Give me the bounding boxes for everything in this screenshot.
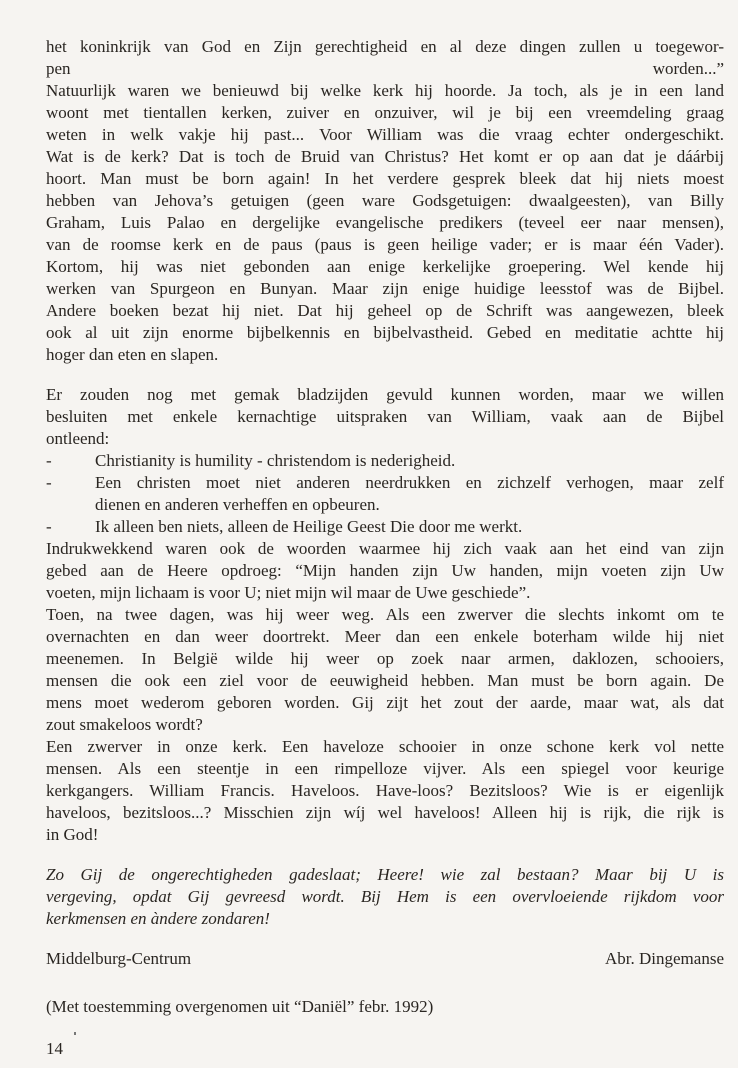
signature-author: Abr. Dingemanse	[605, 949, 724, 968]
text-line: Graham, Luis Palao en dergelijke evangelische predikers (teveel eer naar mensen),	[46, 213, 724, 232]
text-line: zout smakeloos wordt?	[46, 715, 203, 734]
text-line: Indrukwekkend waren ook de woorden waarmee hij zich vaak aan het eind van zijn	[46, 539, 724, 558]
text-line: Kortom, hij was niet gebonden aan enige kerkelijke groepering. Wel kende hij	[46, 257, 724, 276]
page-number: 14	[46, 1039, 63, 1058]
text-line: mensen. Als een steentje in een rimpelloze vijver. Als een spiegel voor keurige	[46, 759, 724, 778]
signature-line	[46, 948, 724, 970]
signature-place: Middelburg-Centrum	[46, 949, 192, 968]
text-line: hoger dan eten en slapen.	[46, 345, 219, 364]
text-line: dienen en anderen verheffen en opbeuren.	[95, 495, 380, 514]
text-line: weten in welk vakje hij past... Voor William was die vraag echter ondergeschikt.	[46, 125, 724, 144]
page-number-wrap	[46, 1038, 724, 1060]
text-line: kerkmensen en àndere zondaren!	[46, 909, 270, 928]
quote-list-item	[46, 450, 724, 472]
text-line: van de roomse kerk en de paus (paus is geen heilige vader; er is maar één Vader).	[46, 235, 724, 254]
text-line: Wat is de kerk? Dat is toch de Bruid van Christus? Het komt er op aan dat je dáárbij	[46, 147, 724, 166]
text-line: mens moet wederom geboren worden. Gij zijt het zout der aarde, maar wat, als dat	[46, 693, 724, 712]
text-line: voeten, mijn lichaam is voor U; niet mijn wil maar de Uwe geschiede”.	[46, 583, 531, 602]
text-line: Ik alleen ben niets, alleen de Heilige Geest Die door me werkt.	[95, 517, 523, 536]
text-line: woont met tientallen kerken, zuiver en onzuiver, wil je bij een vreemdeling graag	[46, 103, 724, 122]
bullet-dash: -	[46, 451, 52, 470]
text-line: Een christen moet niet anderen neerdrukken en zichzelf verhogen, maar zelf	[95, 473, 724, 492]
text-line: haveloos, bezitsloos...? Misschien zijn wíj wel haveloos! Alleen hij is rijk, die rijk is	[46, 803, 724, 822]
paragraph-1	[46, 36, 724, 366]
text-line: werken van Spurgeon en Bunyan. Maar zijn enige huidige leesstof was de Bijbel.	[46, 279, 724, 298]
text-line: hebben van Jehova’s getuigen (geen ware Godsgetuigen: dwaalgeesten), van Billy	[46, 191, 724, 210]
bullet-dash: -	[46, 517, 52, 536]
quote-list-item	[46, 516, 724, 538]
source-note: (Met toestemming overgenomen uit “Daniël” febr. 1992)	[46, 997, 434, 1016]
italic-closing-paragraph	[46, 864, 724, 930]
text-line: ook al uit zijn enorme bijbelkennis en bijbelvastheid. Gebed en meditatie achtte hij	[46, 323, 724, 342]
text-line: Een zwerver in onze kerk. Een haveloze schooier in onze schone kerk vol nette	[46, 737, 724, 756]
text-line: ontleend:	[46, 429, 110, 448]
text-line: Toen, na twee dagen, was hij weer weg. Als een zwerver die slechts inkomt om te	[46, 605, 724, 624]
text-line: Christianity is humility - christendom is nederigheid.	[95, 451, 456, 470]
text-line: meenemen. In België wilde hij weer op zoek naar armen, daklozen, schooiers,	[46, 649, 724, 668]
text-line: kerkgangers. William Francis. Haveloos. Have-loos? Bezitsloos? Wie is er eigenlijk	[46, 781, 724, 800]
text-line: Andere boeken bezat hij niet. Dat hij geheel op de Schrift was aangewezen, bleek	[46, 301, 724, 320]
quote-list	[46, 450, 724, 538]
paragraph-5	[46, 736, 724, 846]
quote-list-item	[46, 472, 724, 516]
text-line: gebed aan de Heere opdroeg: “Mijn handen zijn Uw handen, mijn voeten zijn Uw	[46, 561, 724, 580]
text-line: in God!	[46, 825, 99, 844]
bullet-dash: -	[46, 473, 52, 492]
text-line: mensen die ook een ziel voor de eeuwigheid hebben. Man must be born again. De	[46, 671, 724, 690]
paragraph-3	[46, 538, 724, 604]
text-line: hoort. Man must be born again! In het verdere gesprek bleek dat hij niets moest	[46, 169, 724, 188]
paragraph-4	[46, 604, 724, 736]
paragraph-2-intro	[46, 384, 724, 450]
text-line: besluiten met enkele kernachtige uitspraken van William, vaak aan de Bijbel	[46, 407, 724, 426]
text-line: Er zouden nog met gemak bladzijden gevuld kunnen worden, maar we willen	[46, 385, 724, 404]
text-line: het koninkrijk van God en Zijn gerechtigheid en al deze dingen zullen u toegewor-	[46, 37, 724, 56]
text-line: pen worden...”	[46, 59, 724, 78]
text-line: vergeving, opdat Gij gevreesd wordt. Bij Hem is een overvloeiende rijkdom voor	[46, 887, 724, 906]
text-line: Zo Gij de ongerechtigheden gadeslaat; Heere! wie zal bestaan? Maar bij U is	[46, 865, 724, 884]
text-line: overnachten en dan weer doortrekt. Meer dan een enkele boterham wilde hij niet	[46, 627, 724, 646]
print-speck	[74, 1032, 76, 1035]
text-line: Natuurlijk waren we benieuwd bij welke kerk hij hoorde. Ja toch, als je in een land	[46, 81, 724, 100]
